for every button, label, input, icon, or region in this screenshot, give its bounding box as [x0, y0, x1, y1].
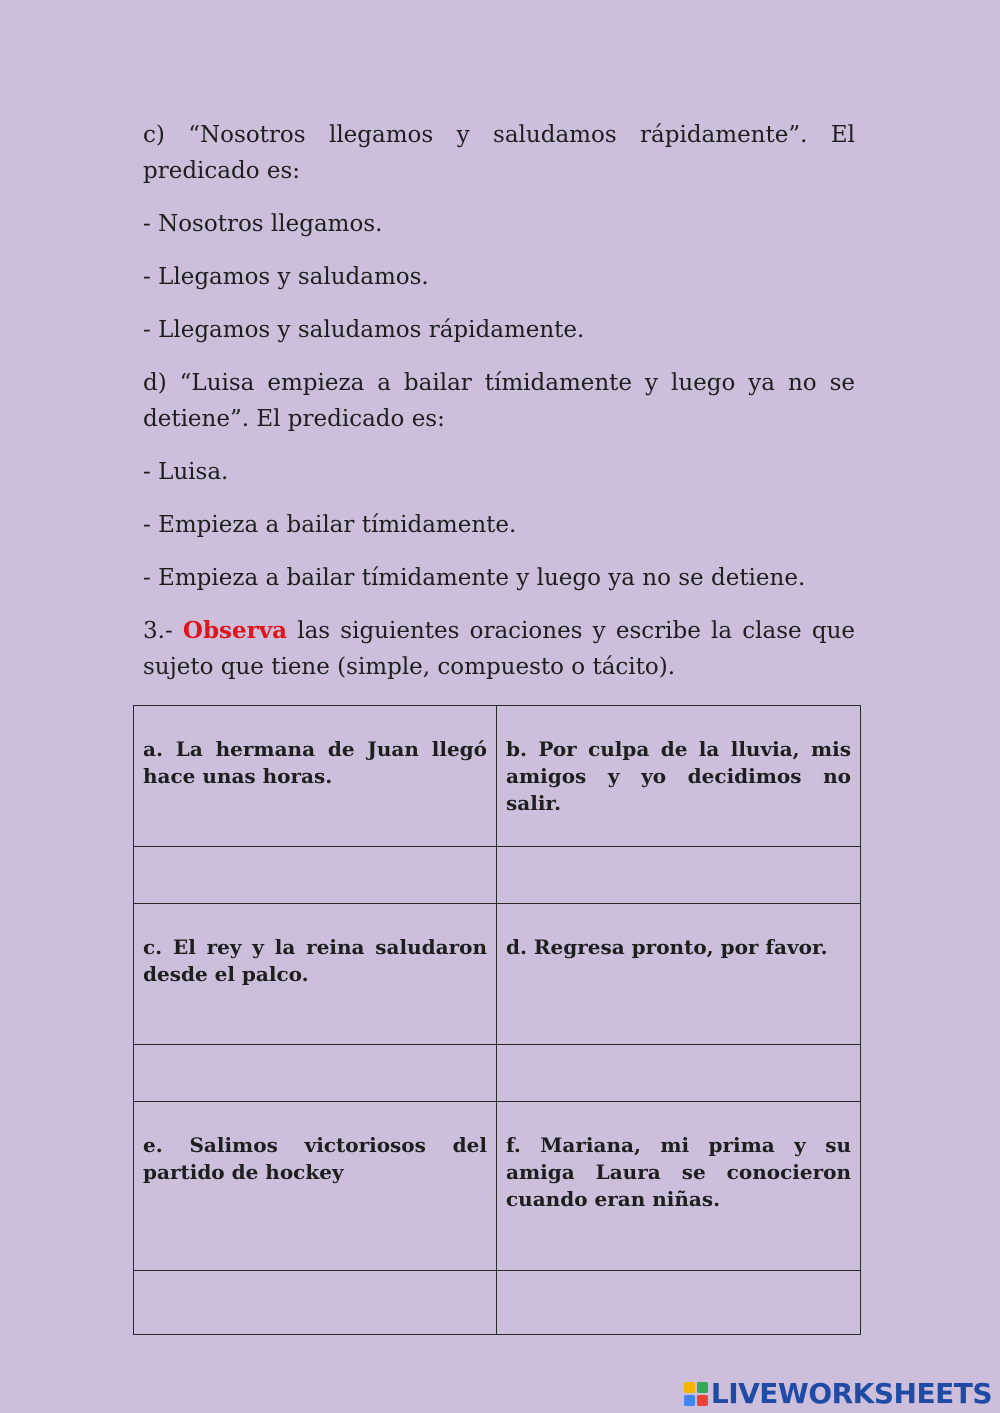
- table-row: [134, 1271, 861, 1335]
- question-d-option-1: - Luisa.: [143, 459, 229, 485]
- question-c-option-2: - Llegamos y saludamos.: [143, 264, 429, 290]
- exercise-3-instruction: [143, 613, 855, 685]
- table-row: [134, 847, 861, 904]
- table-row: [134, 1102, 861, 1271]
- table-row: [134, 904, 861, 1045]
- exercise-3-text: las siguientes oraciones y escribe la clase que sujeto que tiene (simple, compuesto o tácito).: [143, 618, 856, 680]
- answer-input-a[interactable]: [143, 847, 487, 903]
- liveworksheets-logo: [684, 1377, 992, 1410]
- worksheet-content: [143, 117, 855, 702]
- exercise-3-number: 3.-: [143, 618, 173, 644]
- sentence-f: f. Mariana, mi prima y su amiga Laura se conocieron cuando eran niñas.: [497, 1102, 861, 1271]
- question-d-option-2: - Empieza a bailar tímidamente.: [143, 512, 517, 538]
- answer-cell-c[interactable]: [134, 1045, 497, 1102]
- answer-cell-f[interactable]: [497, 1271, 861, 1335]
- sentence-a: a. La hermana de Juan llegó hace unas horas.: [134, 706, 497, 847]
- answer-cell-b[interactable]: [497, 847, 861, 904]
- live-logo-icon: [684, 1382, 708, 1406]
- question-c-prompt: c) “Nosotros llegamos y saludamos rápidamente”. El predicado es:: [143, 122, 855, 184]
- question-c-option-3: - Llegamos y saludamos rápidamente.: [143, 317, 585, 343]
- question-c-option-1: - Nosotros llegamos.: [143, 211, 383, 237]
- sentence-c: c. El rey y la reina saludaron desde el palco.: [134, 904, 497, 1045]
- answer-input-e[interactable]: [143, 1271, 487, 1334]
- exercise-3-table: [133, 705, 861, 1335]
- answer-cell-e[interactable]: [134, 1271, 497, 1335]
- answer-input-b[interactable]: [506, 847, 851, 903]
- sentence-b: b. Por culpa de la lluvia, mis amigos y yo decidimos no salir.: [497, 706, 861, 847]
- sentence-e: e. Salimos victoriosos del partido de hockey: [134, 1102, 497, 1271]
- answer-cell-d[interactable]: [497, 1045, 861, 1102]
- answer-input-f[interactable]: [506, 1271, 851, 1334]
- sentence-d: d. Regresa pronto, por favor.: [497, 904, 861, 1045]
- answer-input-d[interactable]: [506, 1045, 851, 1101]
- answer-input-c[interactable]: [143, 1045, 487, 1101]
- brand-name: LIVEWORKSHEETS: [710, 1377, 992, 1410]
- question-d-prompt: d) “Luisa empieza a bailar tímidamente y luego ya no se detiene”. El predicado es:: [143, 370, 855, 432]
- table-row: [134, 706, 861, 847]
- question-d-option-3: - Empieza a bailar tímidamente y luego ya no se detiene.: [143, 565, 806, 591]
- table-row: [134, 1045, 861, 1102]
- answer-cell-a[interactable]: [134, 847, 497, 904]
- exercise-3-keyword: Observa: [182, 617, 288, 644]
